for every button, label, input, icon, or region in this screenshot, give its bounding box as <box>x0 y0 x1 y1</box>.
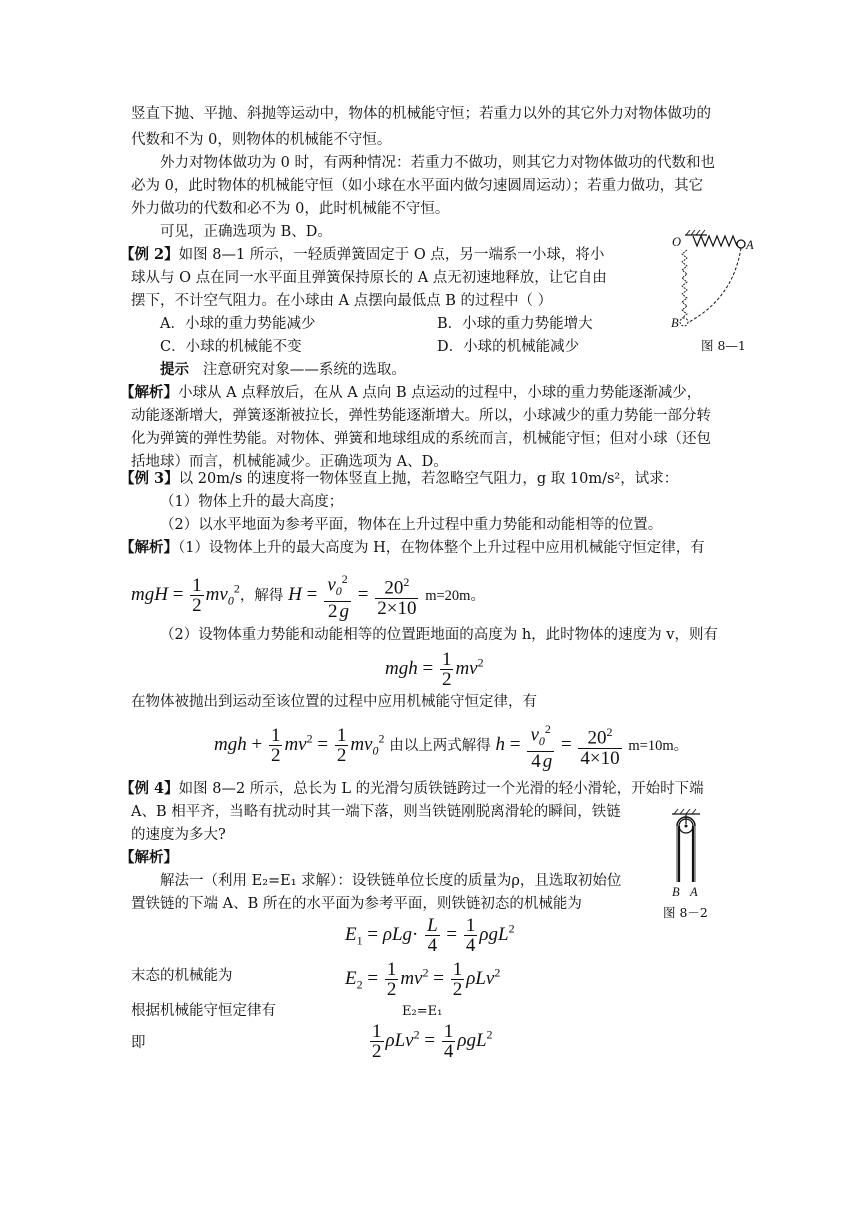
text-line: 外力对物体做功为 0 时，有两种情况：若重力不做功，则其它力对物体做功的代数和也 <box>160 155 715 171</box>
hint-text: 注意研究对象——系统的选取。 <box>202 362 406 378</box>
text-line: （2）设物体重力势能和动能相等的位置距地面的高度为 h，此时物体的速度为 v，则有 <box>160 627 718 643</box>
equation-result-chain: $\frac{1}{2}$ ρLv$^2$ = $\frac{1}{4}$ ρgL$^2$ <box>372 1021 493 1062</box>
example-3-line <box>120 469 678 489</box>
solution-tag: 【解析】 <box>120 849 178 866</box>
solution-3-line <box>120 538 705 558</box>
equation-initial-energy: $E_1 = \rho Lg\cdot$ $\frac{L}{4}$ = $\frac{1}{4}$ ρgL$^2$ <box>345 915 515 956</box>
example-4-line <box>120 779 704 799</box>
example-tag: 【例 2】 <box>120 246 179 263</box>
hint-tag: 提示 <box>160 361 189 378</box>
equation-conservation: mgh + $\frac{1}{2}$ $mv^2$ = $\frac{1}{2}$ $mv_0^2$ 由以上两式解得 h = $\frac{v_0^2}{4 g}$ = $\frac{20^2}{4\times 10}$ m=10m。 <box>214 722 689 773</box>
option-b: B．小球的重力势能增大 <box>437 316 593 332</box>
text-line: 竖直下抛、平抛、斜抛等运动中，物体的机械能守恒；若重力以外的其它外力对物体做功的 <box>131 106 711 122</box>
equation-final-energy: $E_2$ = $\frac{1}{2}$ $mv^2$ = $\frac{1}{2}$ ρLv$^2$ <box>345 959 501 1000</box>
solution-text: 小球从 A 点释放后，在从 A 点向 B 点运动的过程中，小球的重力势能逐渐减少， <box>178 385 702 401</box>
text-line: 解法一（利用 E₂=E₁ 求解）：设铁链单位长度的质量为ρ，且选取初始位 <box>160 873 622 889</box>
figure-label-b: B <box>671 316 679 330</box>
question-1: （1）物体上升的最大高度； <box>160 494 344 510</box>
solution-text: （1）设物体上升的最大高度为 H，在物体整个上升过程中应用机械能守恒定律，有 <box>178 540 705 556</box>
text-line: 必为 0，此时物体的机械能守恒（如小球在水平面内做匀速圆周运动）；若重力做功，其它 <box>131 178 704 194</box>
text-line: 的速度为多大? <box>131 827 226 843</box>
text-line: 摆下，不计空气阻力。在小球由 A 点摆向最低点 B 的过程中（ ） <box>131 293 553 309</box>
text-line: 即 <box>131 1035 146 1051</box>
text-line: 在物体被抛出到运动至该位置的过程中应用机械能守恒定律，有 <box>131 694 537 710</box>
text-line: 末态的机械能为 <box>131 968 233 984</box>
text-line: 外力做功的代数和必不为 0，此时机械能不守恒。 <box>131 201 450 217</box>
figure-caption: 图 8—1 <box>701 338 746 353</box>
figure-label-o: O <box>672 235 682 249</box>
text-line: 可见，正确选项为 B、D。 <box>160 224 332 240</box>
option-c: C．小球的机械能不变 <box>160 339 302 355</box>
equation-energy-equal: mgh = $\frac{1}{2}$ $mv^2$ <box>385 649 484 690</box>
option-d: D．小球的机械能减少 <box>437 339 580 355</box>
figure-label-a: A <box>690 885 698 899</box>
text-line: 括地球）而言，机械能减少。正确选项为 A、D。 <box>131 454 448 470</box>
figure-8-2-chain-pulley <box>664 808 714 888</box>
text-line: 置铁链的下端 A、B 所在的水平面为参考平面，则铁链初态的机械能为 <box>131 896 582 912</box>
example-tag: 【例 3】 <box>120 470 179 487</box>
figure-label-a: A <box>746 238 754 252</box>
equation-text: ，解得 <box>239 587 284 604</box>
solution-2-line <box>120 383 701 403</box>
text-line: 代数和不为 0，则物体的机械能不守恒。 <box>131 132 392 148</box>
equation-result: m=20m。 <box>425 587 485 604</box>
example-text: 以 20m/s 的速度将一物体竖直上抛，若忽略空气阻力，g 取 10m/s²，试求： <box>178 471 679 487</box>
equation-energy-equal: E₂=E₁ <box>402 1004 443 1019</box>
text-line: 动能逐渐增大，弹簧逐渐被拉长，弹性势能逐渐增大。所以，小球减少的重力势能一部分转 <box>131 408 711 424</box>
example-text: 如图 8—1 所示，一轻质弹簧固定于 O 点，另一端系一小球，将小 <box>178 247 605 263</box>
text-line: A、B 相平齐，当略有扰动时其一端下落，则当铁链刚脱离滑轮的瞬间，铁链 <box>131 804 621 820</box>
question-2: （2）以水平地面为参考平面，物体在上升过程中重力势能和动能相等的位置。 <box>160 517 663 533</box>
solution-tag: 【解析】 <box>120 384 178 401</box>
hint-line <box>160 360 406 380</box>
text-line: 根据机械能守恒定律有 <box>131 1003 276 1019</box>
figure-8-1-spring-pendulum <box>665 228 775 338</box>
solution-tag: 【解析】 <box>120 539 178 556</box>
equation-max-height: mgH = $\frac{1}{2}$ $mv_0^2$，解得 H = $\frac{v_0^2}{2 g}$ = $\frac{20^2}{2\times 10}$ m=20m。 <box>131 572 485 623</box>
example-2-line <box>120 245 604 265</box>
equation-text: 由以上两式解得 <box>389 737 491 754</box>
example-tag: 【例 4】 <box>120 780 179 797</box>
equation-result: m=10m。 <box>628 737 689 754</box>
example-text: 如图 8—2 所示，总长为 L 的光滑匀质铁链跨过一个光滑的轻小滑轮，开始时下端 <box>178 781 704 797</box>
option-a: A．小球的重力势能减少 <box>160 316 316 332</box>
text-line: 化为弹簧的弹性势能。对物体、弹簧和地球组成的系统而言，机械能守恒；但对小球（还包 <box>131 431 711 447</box>
figure-caption: 图 8－2 <box>663 905 708 920</box>
text-line: 球从与 O 点在同一水平面且弹簧保持原长的 A 点无初速地释放，让它自由 <box>131 270 607 286</box>
figure-label-b: B <box>672 885 680 899</box>
